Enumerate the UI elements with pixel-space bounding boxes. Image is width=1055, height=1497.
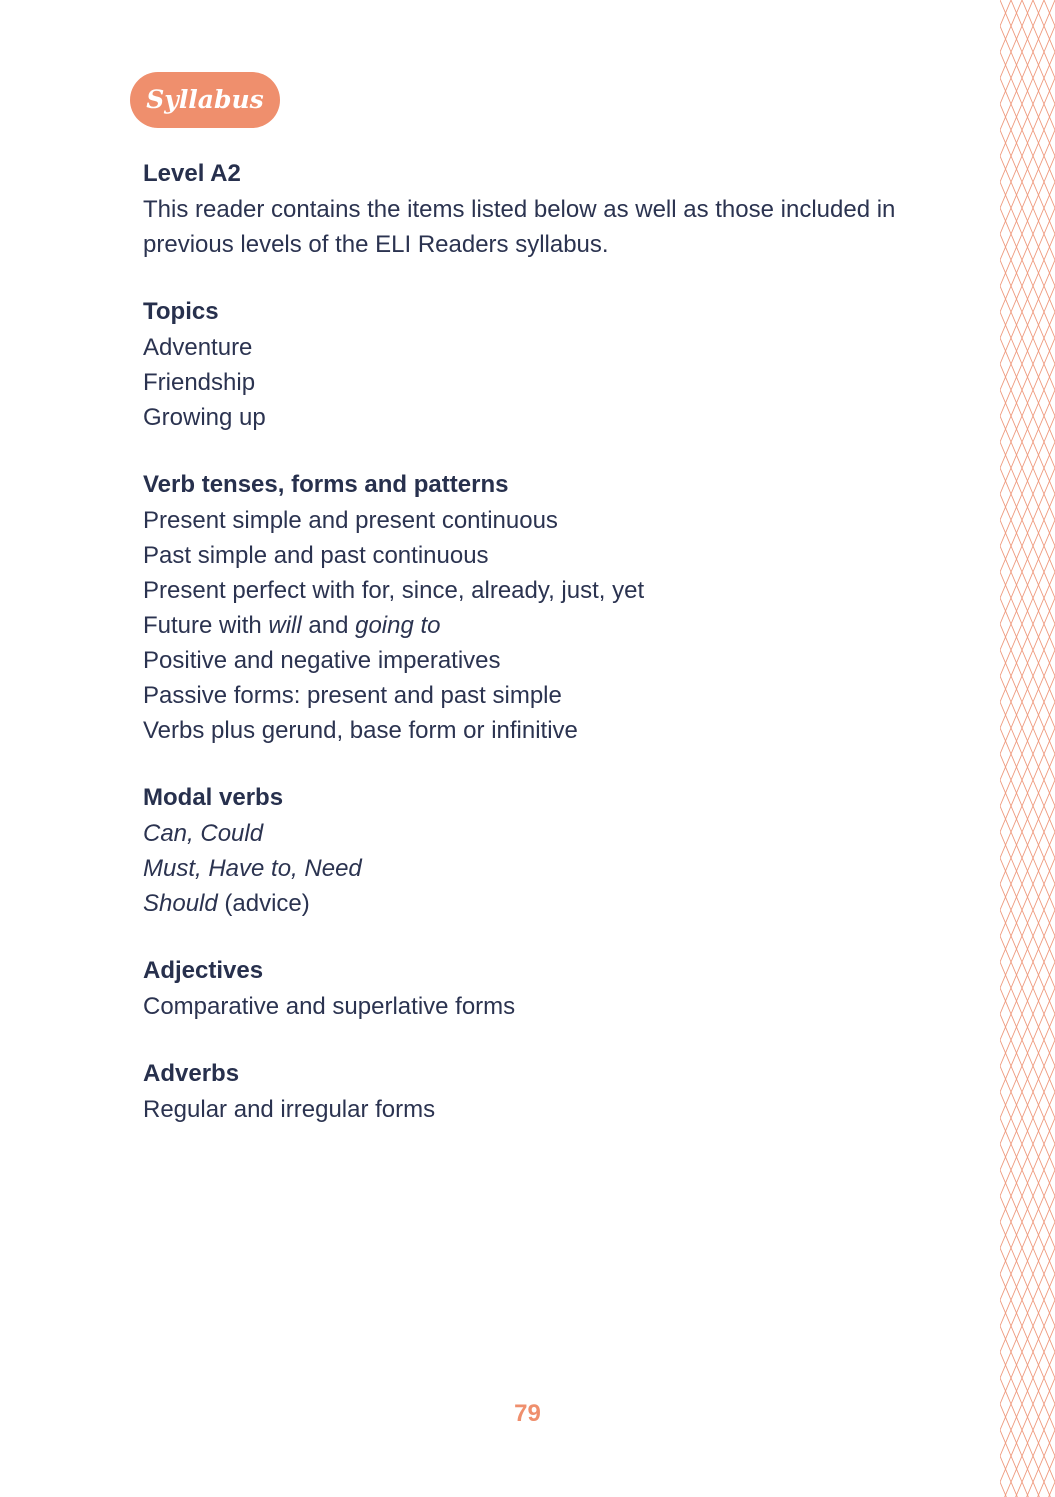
verb-item-future [143,608,963,643]
modal-item: Must, Have to, Need [143,855,362,882]
intro-text-line-2: previous levels of the ELI Readers syllabus. [143,231,609,258]
verbs-section [143,467,963,748]
verb-item: Present perfect with for, since, already, just, yet [143,577,645,604]
adverbs-heading: Adverbs [143,1060,240,1087]
verb-item: Passive forms: present and past simple [143,682,562,709]
adverbs-section [143,1056,963,1127]
level-heading: Level A2 [143,160,241,187]
page-number: 79 [514,1400,541,1427]
verb-item: Positive and negative imperatives [143,647,501,674]
verb-item-future-will: will [268,612,302,639]
topics-heading: Topics [143,298,219,325]
topics-section [143,294,963,435]
topic-item: Adventure [143,334,253,361]
adjectives-section [143,953,963,1024]
syllabus-badge: Syllabus [130,72,280,128]
verb-item-future-and: and [301,612,356,639]
adjective-item: Comparative and superlative forms [143,993,516,1020]
adverb-item: Regular and irregular forms [143,1096,436,1123]
verbs-heading: Verb tenses, forms and patterns [143,471,509,498]
modal-item-should-word: Should [143,890,218,917]
modals-heading: Modal verbs [143,784,284,811]
verb-item: Verbs plus gerund, base form or infinitive [143,717,578,744]
modal-item-should [143,886,963,921]
modals-section [143,780,963,921]
syllabus-content [143,156,963,1159]
decorative-lattice-border [1000,0,1055,1497]
verb-item: Past simple and past continuous [143,542,489,569]
topic-item: Friendship [143,369,256,396]
modal-item-should-note: (advice) [217,890,310,917]
verb-item: Present simple and present continuous [143,507,558,534]
modal-item: Can, Could [143,820,264,847]
level-section [143,156,963,262]
intro-text-line-1: This reader contains the items listed below as well as those included in [143,196,896,223]
topic-item: Growing up [143,404,266,431]
verb-item-future-going-to: going to [355,612,441,639]
verb-item-future-text: Future with [143,612,269,639]
adjectives-heading: Adjectives [143,957,264,984]
